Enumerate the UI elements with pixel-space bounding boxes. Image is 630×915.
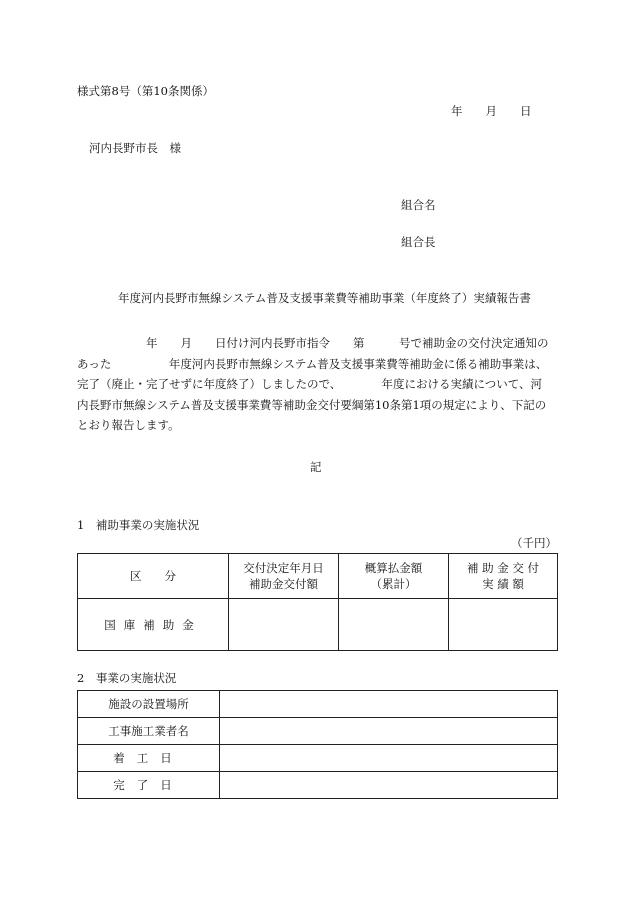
- form-number: 様式第8号（第10条関係）: [77, 84, 214, 98]
- subsidy-status-table: [77, 553, 558, 651]
- table-row: [78, 745, 558, 772]
- label-installation-site: 施設の設置場所: [78, 691, 220, 718]
- grant-decision-cell[interactable]: [229, 599, 339, 651]
- addressee: 河内長野市長 様: [89, 141, 181, 155]
- date-line: 年 月 日: [451, 104, 532, 118]
- advance-payment-cell[interactable]: [339, 599, 449, 651]
- ki-label: 記: [310, 460, 322, 474]
- union-name-label: 組合名: [401, 198, 436, 212]
- table-row: [78, 691, 558, 718]
- table-header-row: [78, 554, 558, 599]
- row-label-national-subsidy: 国庫補助金: [78, 599, 229, 651]
- header-category: 区 分: [78, 554, 229, 599]
- section2-heading: 2 事業の実施状況: [77, 671, 177, 685]
- document-title: 年度河内長野市無線システム普及支援事業費等補助事業（年度終了）実績報告書: [118, 291, 531, 305]
- unit-label: （千円）: [511, 536, 557, 550]
- union-head-label: 組合長: [401, 235, 436, 249]
- table-row: [78, 718, 558, 745]
- project-status-table: [77, 690, 558, 799]
- label-start-date: 着工日: [78, 745, 220, 772]
- body-text: 年 月 日付け河内長野市指令 第 号で補助金の交付決定通知の あった 年度河内長野市無線システム普及支援事業費等補助金に係る補助事業は、 完了（廃止・完了せずに年度終了）しましたので、 年度における実績について、河 内長野市無線システム普及支援事業費等補助金交付要綱第10条第1項の規定により、下記の とおり報告します。: [77, 336, 549, 432]
- completion-date-cell[interactable]: [220, 772, 558, 799]
- contractor-cell[interactable]: [220, 718, 558, 745]
- section1-heading: 1 補助事業の実施状況: [77, 518, 200, 532]
- table-row: [78, 599, 558, 651]
- header-actual-amount: 補 助 金 交 付 実 績 額: [449, 554, 558, 599]
- start-date-cell[interactable]: [220, 745, 558, 772]
- label-completion-date: 完了日: [78, 772, 220, 799]
- actual-amount-cell[interactable]: [449, 599, 558, 651]
- table-row: [78, 772, 558, 799]
- installation-site-cell[interactable]: [220, 691, 558, 718]
- header-grant-decision: 交付決定年月日 補助金交付額: [229, 554, 339, 599]
- header-advance-payment: 概算払金額 （累計）: [339, 554, 449, 599]
- label-contractor: 工事施工業者名: [78, 718, 220, 745]
